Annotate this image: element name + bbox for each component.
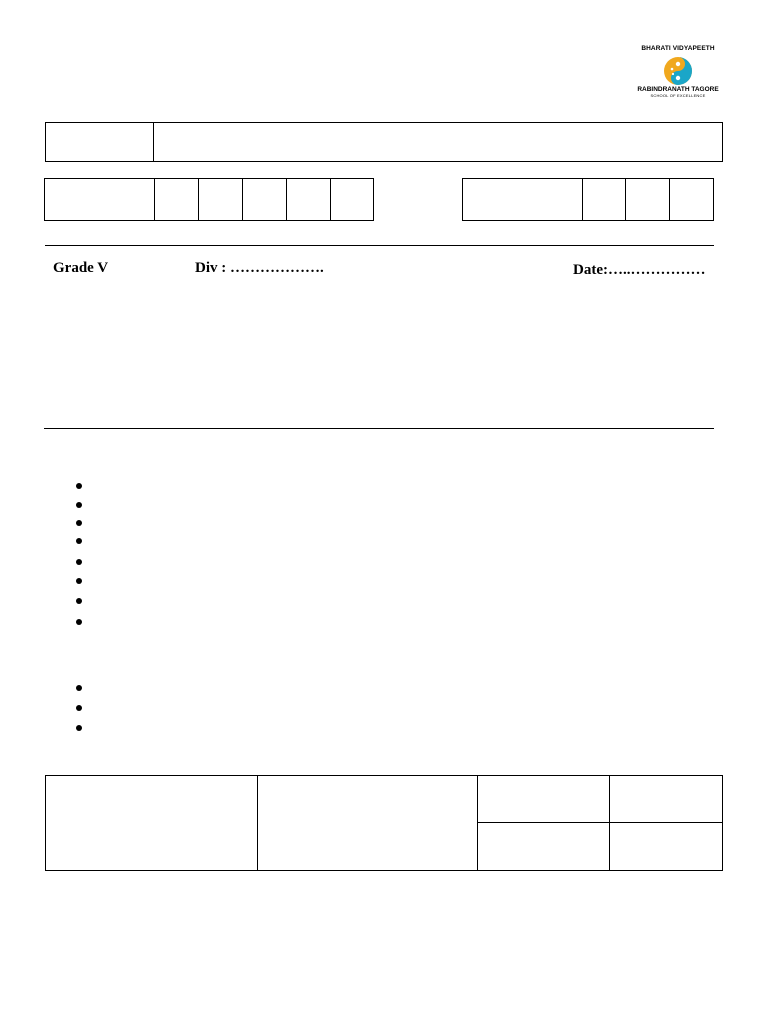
code-number-box[interactable] bbox=[462, 178, 714, 221]
list-item-bullet bbox=[76, 725, 82, 731]
list-item-bullet bbox=[76, 538, 82, 544]
roll-number-cell bbox=[198, 179, 199, 220]
roll-number-box[interactable] bbox=[44, 178, 374, 221]
list-item-bullet bbox=[76, 520, 82, 526]
header-rule-bottom bbox=[44, 428, 714, 429]
list-item-bullet bbox=[76, 598, 82, 604]
div-field[interactable]: Div : ………………. bbox=[195, 260, 324, 276]
header-rule-top bbox=[45, 245, 714, 246]
marks-table-divider bbox=[257, 776, 258, 870]
logo-emblem-icon bbox=[661, 55, 695, 87]
list-item-bullet bbox=[76, 685, 82, 691]
code-number-cell bbox=[669, 179, 670, 220]
name-field-box[interactable] bbox=[45, 122, 723, 162]
date-field[interactable]: Date:…..…………… bbox=[573, 262, 706, 278]
code-number-cell bbox=[582, 179, 583, 220]
list-item-bullet bbox=[76, 705, 82, 711]
roll-number-cell bbox=[242, 179, 243, 220]
marks-table-divider bbox=[477, 776, 478, 870]
list-item-bullet bbox=[76, 502, 82, 508]
name-field-divider bbox=[153, 123, 154, 161]
marks-table-divider bbox=[609, 776, 610, 870]
logo-subtitle: SCHOOL OF EXCELLENCE bbox=[650, 93, 706, 98]
roll-number-cell bbox=[286, 179, 287, 220]
code-number-cell bbox=[625, 179, 626, 220]
list-item-bullet bbox=[76, 483, 82, 489]
logo-name: RABINDRANATH TAGORE bbox=[637, 86, 719, 93]
list-item-bullet bbox=[76, 578, 82, 584]
roll-number-cell bbox=[154, 179, 155, 220]
roll-number-cell bbox=[330, 179, 331, 220]
marks-table bbox=[45, 775, 723, 871]
grade-label: Grade V bbox=[53, 260, 109, 276]
list-item-bullet bbox=[76, 619, 82, 625]
marks-table-row-divider bbox=[477, 822, 722, 823]
logo-top-text: BHARATI VIDYAPEETH bbox=[641, 45, 715, 52]
list-item-bullet bbox=[76, 559, 82, 565]
